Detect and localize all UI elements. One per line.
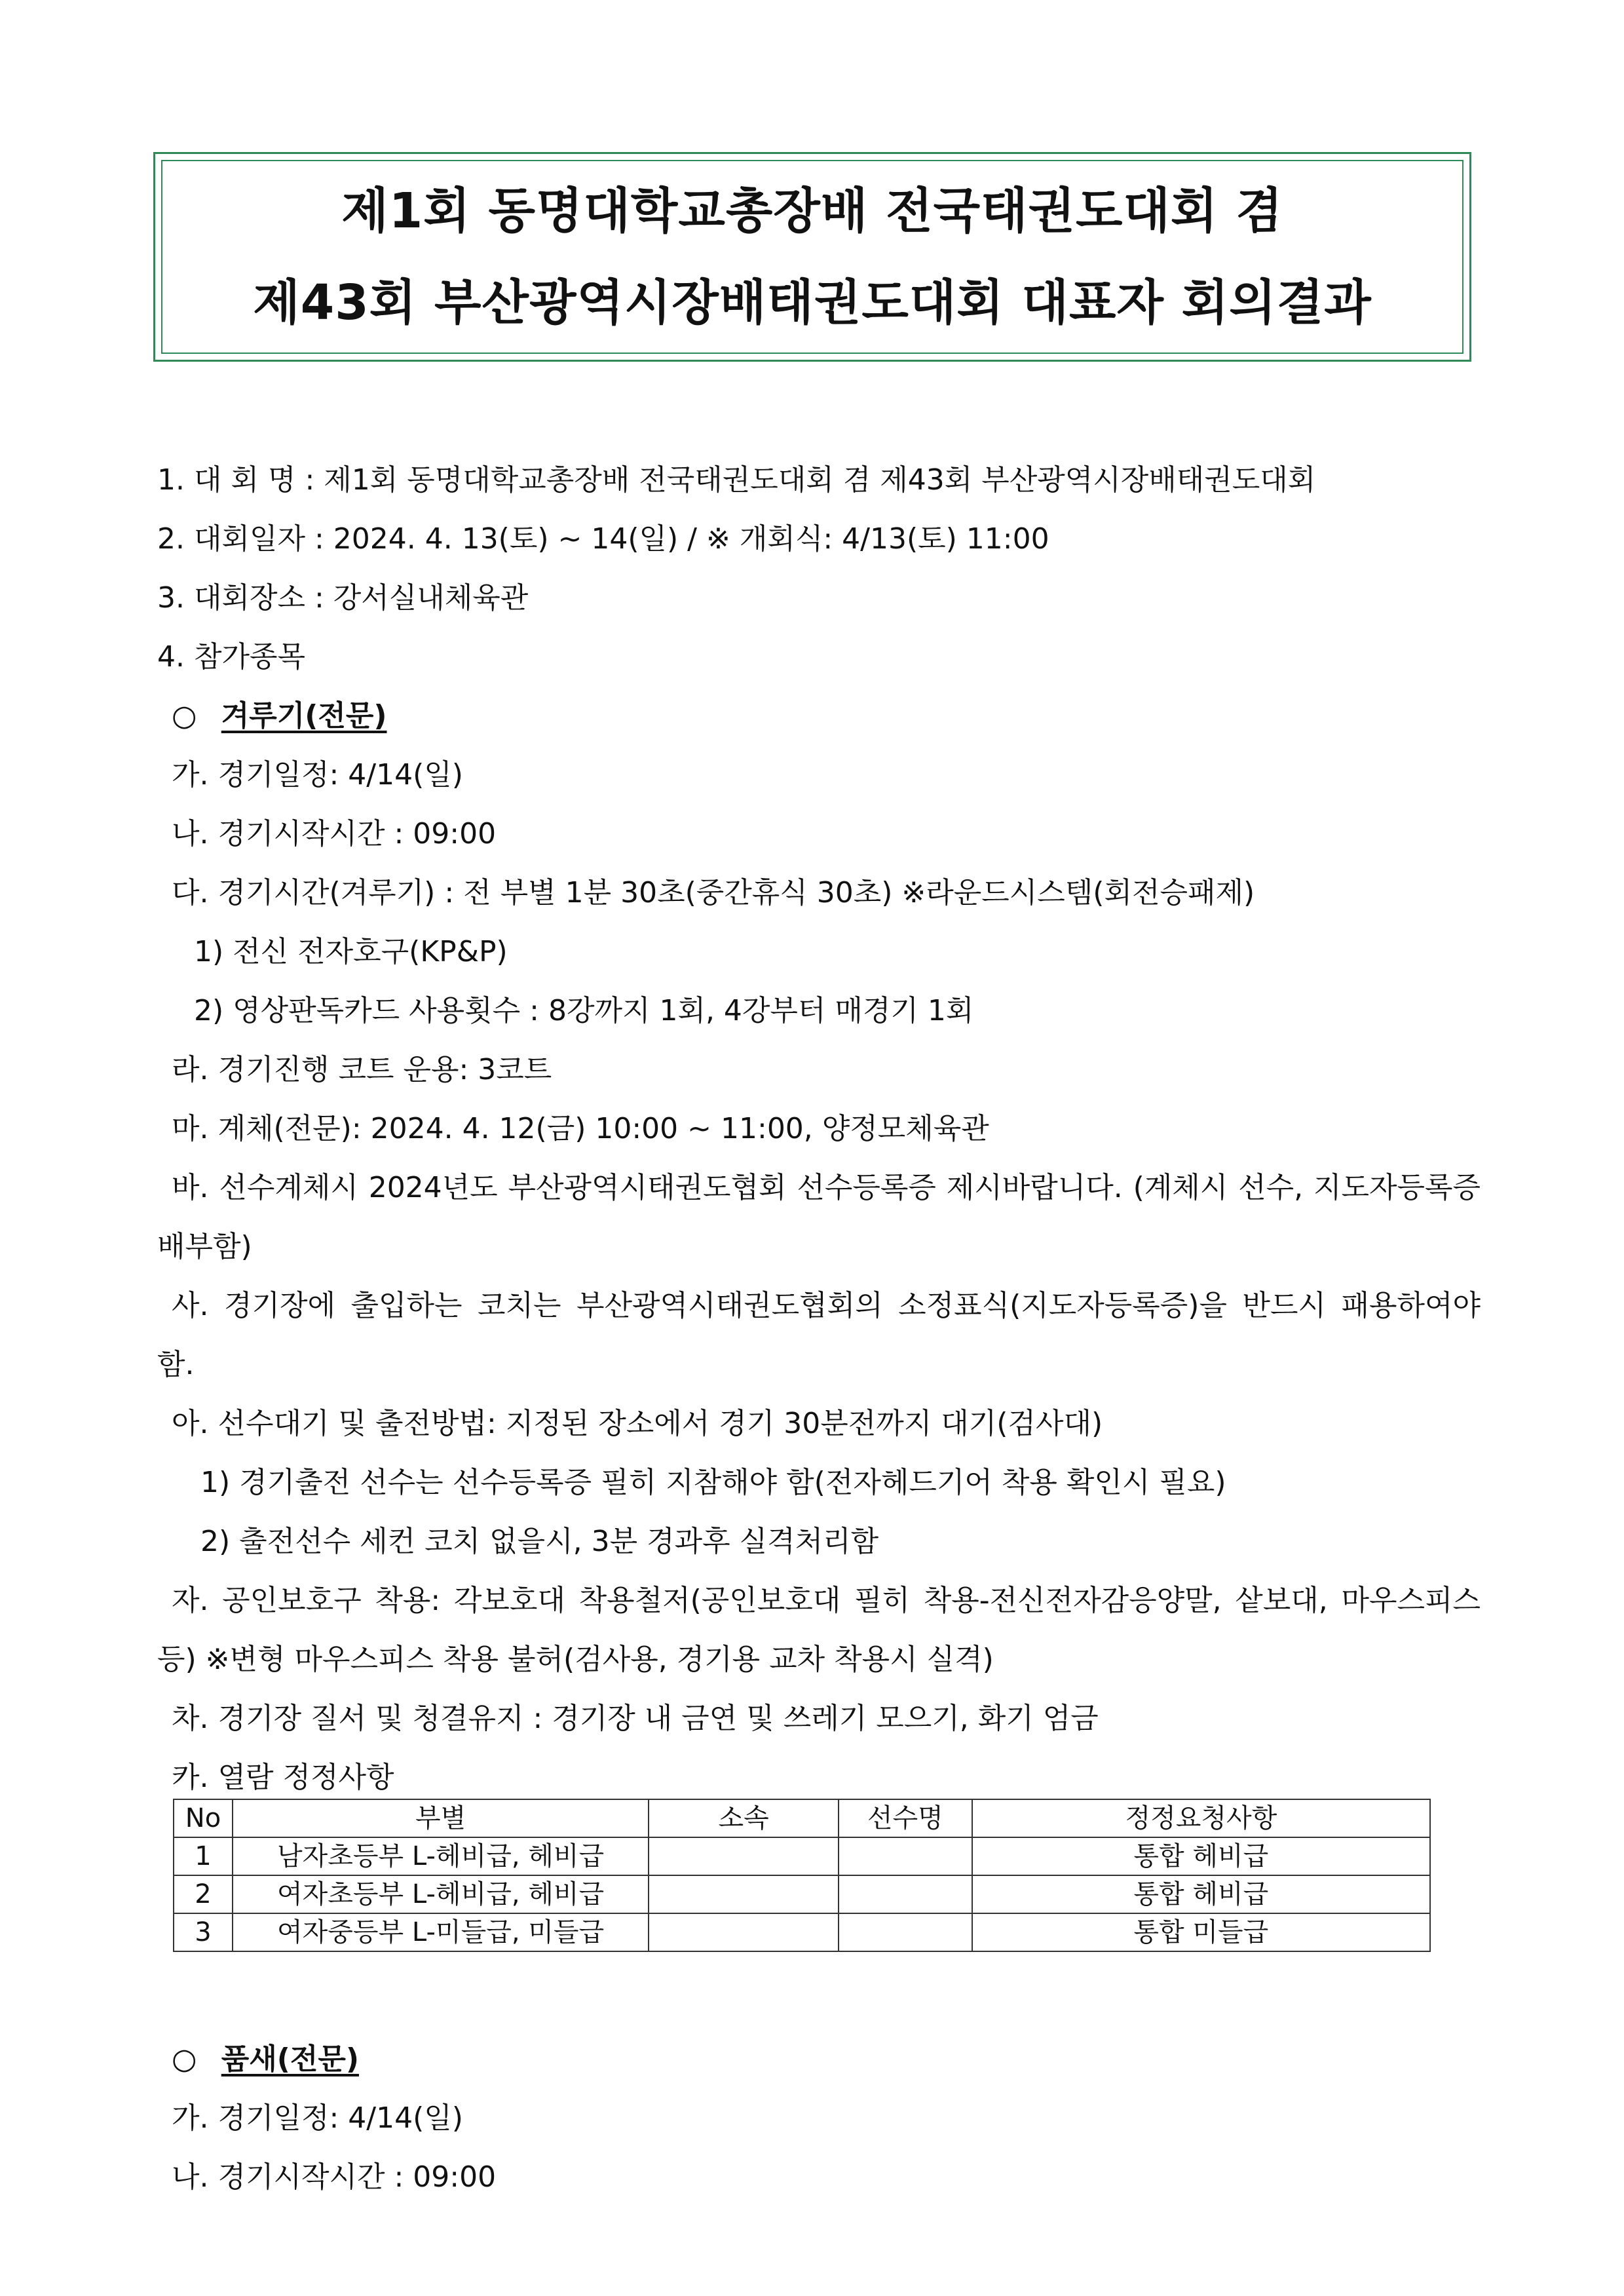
- poomsae-item-ga: 가. 경기일정: 4/14(일): [172, 2101, 463, 2135]
- poomsae-heading: [172, 2040, 359, 2079]
- kyorugi-item-a-1: 1) 경기출전 선수는 선수등록증 필히 지참해야 함(전자헤드기어 착용 확인시 필요): [200, 1466, 1226, 1499]
- title-box: [153, 152, 1471, 362]
- cell-affiliation: [649, 1875, 839, 1913]
- cell-player-name: [839, 1837, 972, 1875]
- info-event-date: 2. 대회일자 : 2024. 4. 13(토) ~ 14(일) / ※ 개회식: 4/13(토) 11:00: [157, 522, 1049, 556]
- info-event-name: 1. 대 회 명 : 제1회 동명대학교총장배 전국태권도대회 겸 제43회 부산광역시장배태권도대회: [157, 463, 1316, 497]
- table-row: [174, 1875, 1430, 1913]
- cell-no: 2: [174, 1875, 233, 1913]
- kyorugi-item-da: 다. 경기시간(겨루기) : 전 부별 1분 30초(중간휴식 30초) ※라운드시스템(회전승패제): [172, 876, 1255, 909]
- kyorugi-item-ka: 카. 열람 정정사항: [172, 1761, 394, 1794]
- cell-player-name: [839, 1913, 972, 1951]
- kyorugi-item-ra: 라. 경기진행 코트 운용: 3코트: [172, 1053, 552, 1086]
- kyorugi-heading-text: 겨루기(전문): [221, 699, 387, 733]
- kyorugi-heading: [172, 697, 387, 736]
- circle-bullet-icon: ○: [172, 699, 197, 733]
- cell-player-name: [839, 1875, 972, 1913]
- col-header-no: No: [174, 1799, 233, 1837]
- cell-affiliation: [649, 1913, 839, 1951]
- cell-correction: 통합 미들급: [972, 1913, 1430, 1951]
- cell-no: 1: [174, 1837, 233, 1875]
- poomsae-item-na: 나. 경기시작시간 : 09:00: [172, 2160, 497, 2194]
- col-header-division: 부별: [233, 1799, 649, 1837]
- cell-correction: 통합 헤비급: [972, 1875, 1430, 1913]
- col-header-player-name: 선수명: [839, 1799, 972, 1837]
- cell-division: 남자초등부 L-헤비급, 헤비급: [233, 1837, 649, 1875]
- kyorugi-item-na: 나. 경기시작시간 : 09:00: [172, 817, 497, 851]
- title-line-1: 제1회 동명대학교총장배 전국태권도대회 겸: [341, 183, 1283, 239]
- title-line-2: 제43회 부산광역시장배태권도대회 대표자 회의결과: [253, 275, 1372, 331]
- info-event-venue: 3. 대회장소 : 강서실내체육관: [157, 581, 529, 615]
- table-header-row: [174, 1799, 1430, 1837]
- col-header-correction: 정정요청사항: [972, 1799, 1430, 1837]
- kyorugi-item-a-2: 2) 출전선수 세컨 코치 없을시, 3분 경과후 실격처리함: [200, 1525, 879, 1558]
- cell-no: 3: [174, 1913, 233, 1951]
- title-inner-border: [161, 160, 1463, 354]
- poomsae-heading-text: 품새(전문): [221, 2042, 359, 2076]
- cell-division: 여자초등부 L-헤비급, 헤비급: [233, 1875, 649, 1913]
- correction-table: [173, 1799, 1431, 1952]
- kyorugi-item-ba: 바. 선수계체시 2024년도 부산광역시태권도협회 선수등록증 제시바랍니다. (계체시 선수, 지도자등록증 배부함): [157, 1171, 1481, 1263]
- kyorugi-item-da-1: 1) 전신 전자호구(KP&P): [194, 935, 508, 968]
- kyorugi-item-sa: 사. 경기장에 출입하는 코치는 부산광역시태권도협회의 소정표식(지도자등록증)을 반드시 패용하여야 함.: [157, 1289, 1481, 1381]
- kyorugi-item-ja: 자. 공인보호구 착용: 각보호대 착용철저(공인보호대 필히 착용-전신전자감응양말, 샅보대, 마우스피스 등) ※변형 마우스피스 착용 불허(검사용, 경기용 교차 착용시 실격): [157, 1584, 1481, 1676]
- circle-bullet-icon: ○: [172, 2042, 197, 2076]
- cell-division: 여자중등부 L-미들급, 미들급: [233, 1913, 649, 1951]
- kyorugi-item-ma: 마. 계체(전문): 2024. 4. 12(금) 10:00 ~ 11:00, 양정모체육관: [172, 1112, 989, 1145]
- kyorugi-item-cha: 차. 경기장 질서 및 청결유지 : 경기장 내 금연 및 쓰레기 모으기, 화기 엄금: [172, 1702, 1099, 1735]
- table-row: [174, 1913, 1430, 1951]
- info-event-categories: 4. 참가종목: [157, 640, 305, 674]
- cell-affiliation: [649, 1837, 839, 1875]
- col-header-affiliation: 소속: [649, 1799, 839, 1837]
- cell-correction: 통합 헤비급: [972, 1837, 1430, 1875]
- kyorugi-item-a: 아. 선수대기 및 출전방법: 지정된 장소에서 경기 30분전까지 대기(검사대): [172, 1407, 1103, 1440]
- kyorugi-item-ga: 가. 경기일정: 4/14(일): [172, 758, 463, 792]
- table-row: [174, 1837, 1430, 1875]
- kyorugi-item-da-2: 2) 영상판독카드 사용횟수 : 8강까지 1회, 4강부터 매경기 1회: [194, 994, 974, 1027]
